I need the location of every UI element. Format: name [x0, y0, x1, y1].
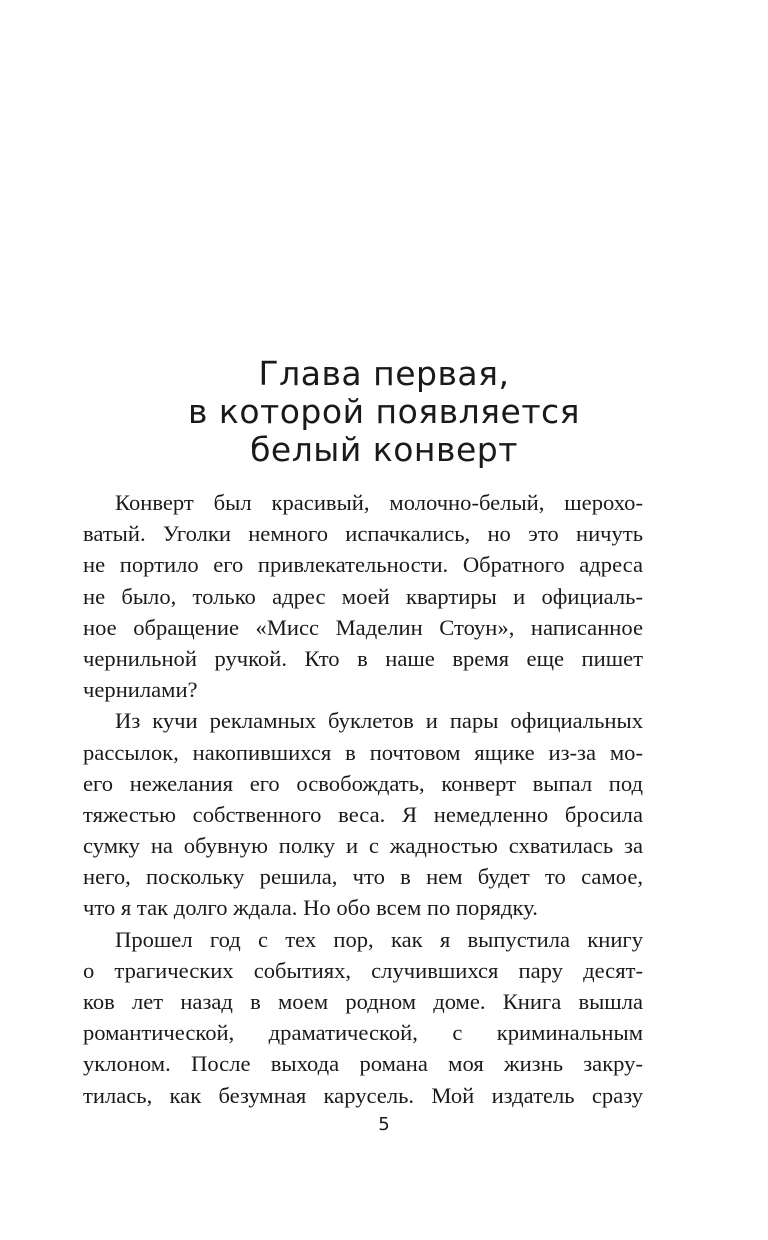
text-line: тяжестью собственного веса. Я немедленно бросила: [83, 801, 643, 827]
chapter-title-line: в которой появляется: [187, 392, 581, 431]
text-line: романтической, драматической, с криминальным: [83, 1020, 643, 1046]
text-line: чернилами?: [83, 677, 198, 703]
text-line: ков лет назад в моем родном доме. Книга вышла: [83, 989, 643, 1014]
chapter-title-line: белый конверт: [250, 430, 518, 469]
text-line: тилась, как безумная карусель. Мой издатель сразу: [83, 1082, 643, 1108]
text-line: не было, только адрес моей квартиры и официаль-: [83, 583, 643, 609]
text-line: Из кучи рекламных буклетов и пары официальных: [115, 708, 643, 734]
text-line: о трагических событиях, случившихся пару десят-: [83, 957, 643, 983]
text-line: Прошел год с тех пор, как я выпустила книгу: [115, 926, 643, 952]
text-line: него, поскольку решила, что в нем будет то самое,: [83, 864, 643, 890]
text-line: его нежелания его освобождать, конверт выпал под: [83, 770, 643, 796]
text-line: чернильной ручкой. Кто в наше время еще пишет: [83, 645, 643, 671]
text-line: рассылок, накопившихся в почтовом ящике из-за мо-: [83, 739, 643, 765]
text-line: сумку на обувную полку и с жадностью схватилась за: [83, 833, 643, 859]
text-line: что я так долго ждала. Но обо всем по порядку.: [83, 895, 538, 921]
text-line: ное обращение «Мисс Маделин Стоун», написанное: [83, 614, 643, 640]
paragraph: [83, 705, 643, 923]
text-line: Конверт был красивый, молочно-белый, шерохо-: [115, 490, 643, 515]
text-line: уклоном. После выхода романа моя жизнь закру-: [83, 1051, 643, 1077]
chapter-title-line: Глава первая,: [258, 354, 510, 393]
chapter-title: [0, 355, 768, 469]
text-line: не портило его привлекательности. Обратного адреса: [83, 552, 643, 578]
text-line: ватый. Уголки немного испачкались, но это ничуть: [83, 521, 643, 547]
paragraph: [83, 924, 643, 1111]
page-number: 5: [378, 1114, 390, 1135]
paragraph: [83, 487, 643, 705]
body-text: [83, 487, 643, 1111]
